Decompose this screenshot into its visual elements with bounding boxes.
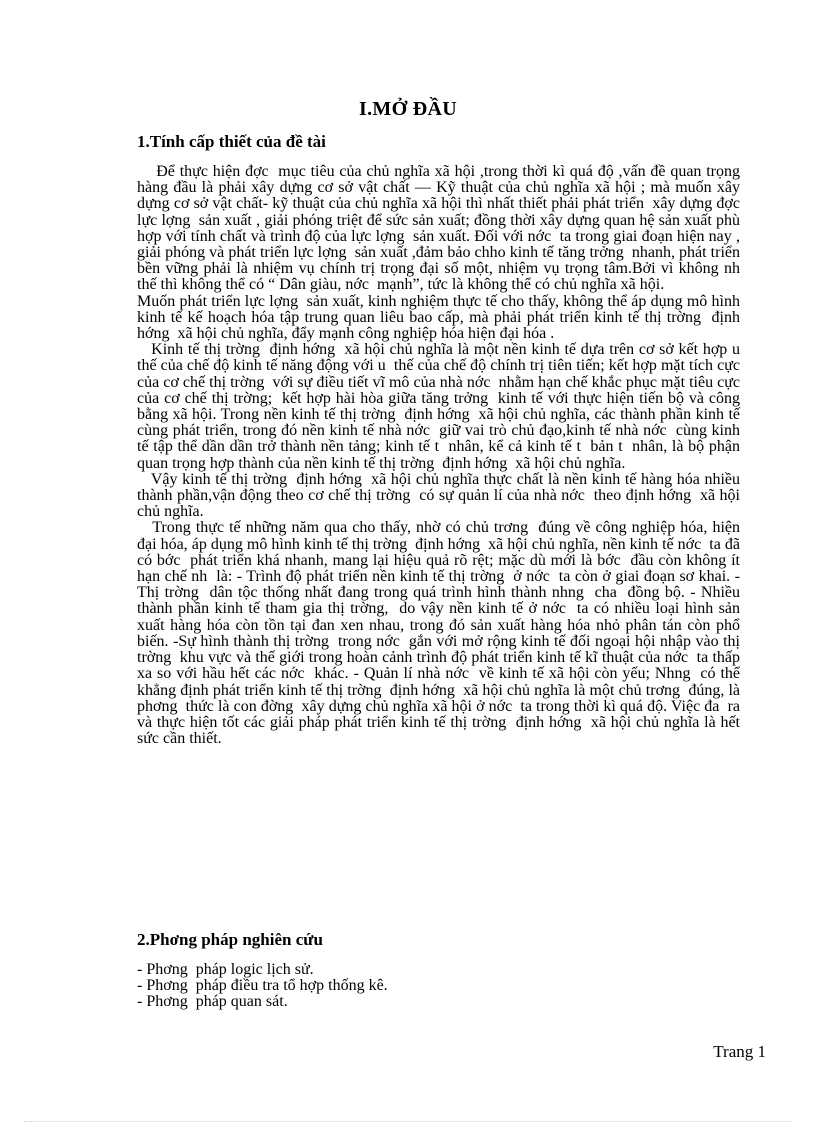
page-number: Trang 1 — [713, 1042, 766, 1061]
section-2-heading: 2.Phơng pháp nghiên cứu — [137, 930, 323, 949]
document-title: I.MỞ ĐẦU — [359, 98, 457, 120]
list-item: - Phơng pháp điều tra tổ hợp thống kê. — [137, 977, 388, 995]
page-bottom-divider — [24, 1121, 792, 1122]
list-item: - Phơng pháp logic lịch sử. — [137, 961, 314, 978]
paragraph-3: Kinh tế thị trờng định hớng xã hội chủ nghĩa là một nền kinh tế dựa trên cơ sở kết hợp u thế của chế độ kinh tế năng động với u thế của chế độ chính trị tiên tiến; kết hợp mặt tích cực của cơ chế thị trờng với sự điều tiết vĩ mô của nhà nớc nhằm hạn chế khắc phục mặt tiêu cực của cơ chế thị trờng; kết hợp hài hòa giữa tăng trởng kinh tế với thực hiện tiến bộ và công bằng xã hội. Trong nền kinh tế thị trờng định hớng xã hội chủ nghĩa, các thành phần kinh tế cùng phát triển, trong đó nền kinh tế nhà nớc giữ vai trò chủ đạo,kinh tế nhà nớc cùng kinh tế tập thể dần dần trở thành nền tảng; kinh tế t nhân, kể cả kinh tế t bản t nhân, là bộ phận quan trọng hợp thành của nền kinh tế thị trờng định hớng xã hội chủ nghĩa. — [137, 341, 748, 472]
paragraph-1: Để thực hiện đợc mục tiêu của chủ nghĩa xã hội ,trong thời kì quá độ ,vấn đề quan trọng hàng đầu là phải xây dựng cơ sở vật chất — Kỹ thuật của chủ nghĩa xã hội ; mà muốn xây dựng cơ sở vật chất- kỹ thuật của chủ nghĩa xã hội thì nhất thiết phải phát triển xây dựng đợc lực lợng sản xuất , giải phóng triệt để sức sản xuất; đồng thời xây dựng quan hệ sản xuất phù hợp với tính chất và trình độ của lực lợng sản xuất. Đối với nớc ta trong giai đoạn hiện nay , giải phóng và phát triển lực lợng sản xuất ,đảm bảo chho kinh tế tăng trởng nhanh, phát triển bền vững phải là nhiệm vụ chính trị trọng đại số một, nhiệm vụ trọng tâm.Bởi vì không nh thế thì không thể có “ Dân giàu, nớc mạnh”, tức là không thể có chủ nghĩa xã hội. — [137, 163, 748, 294]
paragraph-4: Vậy kinh tế thị trờng định hớng xã hội chủ nghĩa thực chất là nền kinh tế hàng hóa nhiều thành phần,vận động theo cơ chế thị trờng có sự quản lí của nhà nớc theo định hớng xã hội chủ nghĩa. — [137, 470, 744, 521]
paragraph-2: Muốn phát triển lực lợng sản xuất, kinh nghiệm thực tế cho thấy, không thể áp dụng mô hình kinh tế kế hoạch hóa tập trung quan liêu bao cấp, mà phải phát triển kinh tế thị trờng định hớng xã hội chủ nghĩa, đẩy mạnh công nghiệp hóa hiện đại hóa . — [137, 292, 744, 343]
section-1-heading: 1.Tính cấp thiết của đề tài — [137, 132, 326, 151]
methods-list — [137, 962, 388, 1011]
paragraph-5: Trong thực tế những năm qua cho thấy, nhờ có chủ trơng đúng về công nghiệp hóa, hiện đại hóa, áp dụng mô hình kinh tế thị trờng định hớng xã hội chủ nghĩa, nền kinh tế nớc ta đã có bớc phát triển khá nhanh, mang lại hiệu quả rõ rệt; mặc dù mới là bớc đầu còn không ít hạn chế nh là: - Trình độ phát triển nền kinh tế thị trờng ở nớc ta còn ở giai đoạn sơ khai. - Thị trờng dân tộc thống nhất đang trong quá trình hình thành nhng cha đồng bộ. - Nhiều thành phần kinh tế tham gia thị trờng, do vậy nền kinh tế ở nớc ta có nhiều loại hình sản xuất hàng hóa còn tồn tại đan xen nhau, trong đó sản xuất hàng hóa nhỏ phân tán còn phổ biến. -Sự hình thành thị trờng trong nớc gắn với mở rộng kinh tế đối ngoại hội nhập vào thị trờng khu vực và thế giới trong hoàn cảnh trình độ phát triển kinh tế kĩ thuật của nớc ta thấp xa so với hầu hết các nớc khác. - Quản lí nhà nớc về kinh tế xã hội còn yếu; Nhng có thể khẳng định phát triển kinh tế thị trờng định hớng xã hội chủ nghĩa là một chủ trơng đúng, là phơng thức là con đờng xây dựng chủ nghĩa xã hội ở nớc ta trong thời kì quá độ. Việc đa ra và thực hiện tốt các giải pháp phát triển kinh tế thị trờng định hớng xã hội chủ nghĩa là hết sức cần thiết. — [137, 519, 745, 748]
list-item: - Phơng pháp quan sát. — [137, 993, 288, 1011]
section-1-body — [137, 163, 748, 748]
